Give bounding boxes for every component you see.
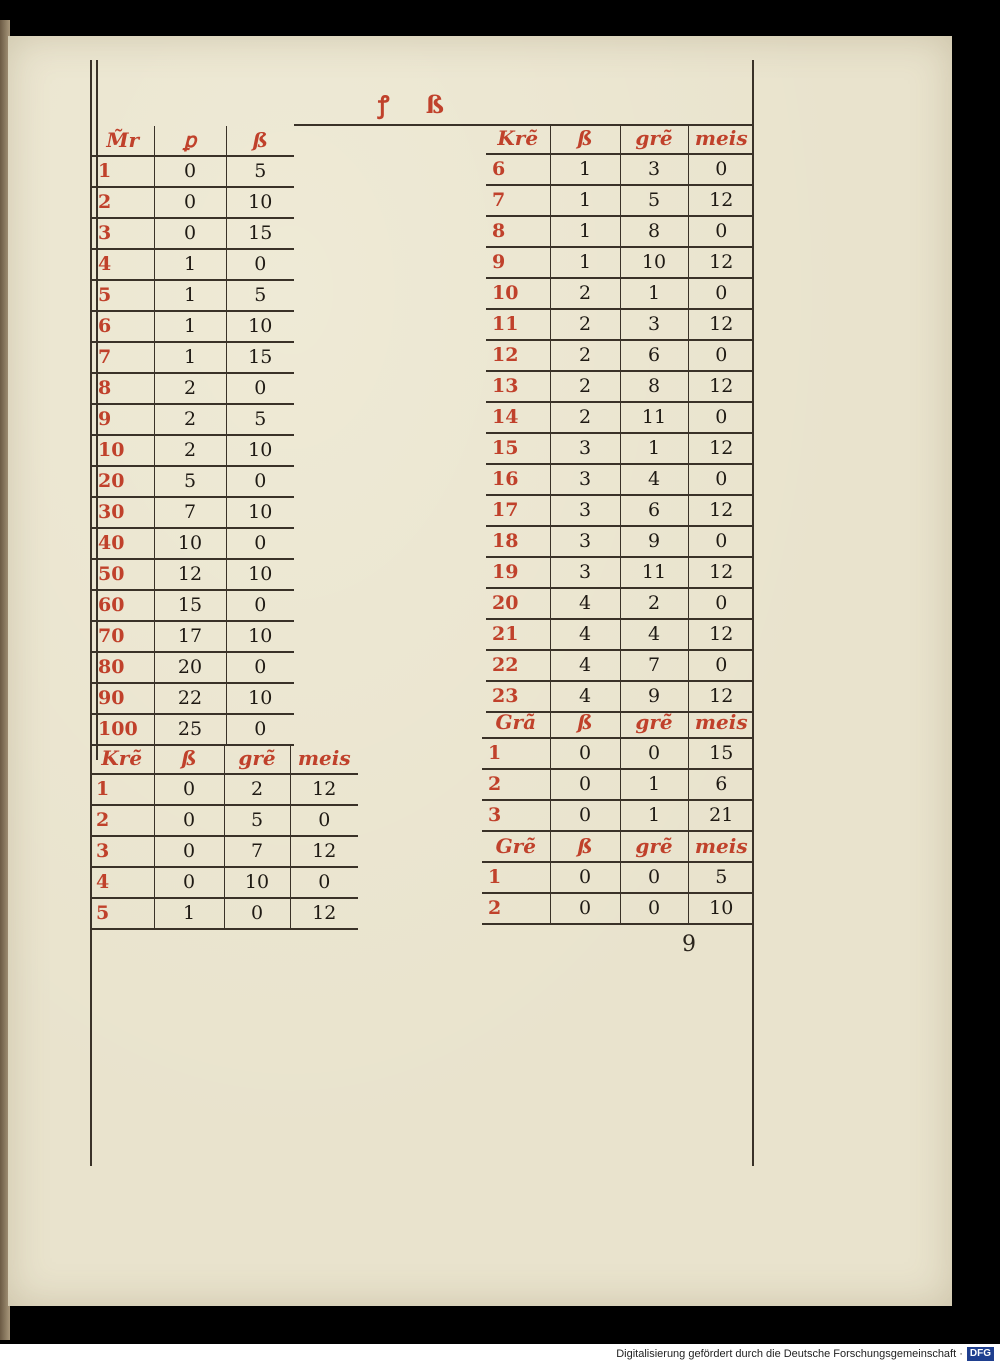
value-cell: 0 bbox=[688, 216, 754, 247]
table-row bbox=[92, 249, 294, 280]
column-header: ꝑ bbox=[154, 126, 226, 156]
table-row bbox=[486, 216, 754, 247]
value-cell: 12 bbox=[154, 559, 226, 590]
column-header: Grã bbox=[482, 708, 550, 738]
value-cell: 3 bbox=[550, 526, 620, 557]
row-label-cell: 8 bbox=[486, 216, 550, 247]
value-cell: 2 bbox=[154, 373, 226, 404]
value-cell: 22 bbox=[154, 683, 226, 714]
value-cell: 15 bbox=[688, 738, 754, 769]
row-label-cell: 50 bbox=[92, 559, 154, 590]
column-header: Krẽ bbox=[486, 124, 550, 154]
table-row bbox=[486, 495, 754, 526]
value-cell: 7 bbox=[224, 836, 290, 867]
value-cell: 0 bbox=[620, 862, 688, 893]
column-header: meis bbox=[688, 832, 754, 862]
value-cell: 12 bbox=[688, 247, 754, 278]
table-row bbox=[486, 309, 754, 340]
row-label-cell: 23 bbox=[486, 681, 550, 712]
header-mark: ꝭ ß bbox=[378, 90, 458, 119]
table-row bbox=[92, 311, 294, 342]
row-label-cell: 70 bbox=[92, 621, 154, 652]
row-label-cell: 1 bbox=[92, 156, 154, 187]
row-label-cell: 16 bbox=[486, 464, 550, 495]
value-cell: 11 bbox=[620, 402, 688, 433]
row-label-cell: 1 bbox=[90, 774, 154, 805]
value-cell: 0 bbox=[688, 464, 754, 495]
value-cell: 5 bbox=[688, 862, 754, 893]
value-cell: 3 bbox=[550, 464, 620, 495]
footer-text: Digitalisierung gefördert durch die Deutsche Forschungsgemeinschaft · bbox=[616, 1348, 963, 1360]
value-cell: 1 bbox=[154, 280, 226, 311]
row-label-cell: 30 bbox=[92, 497, 154, 528]
column-header: M̃r bbox=[92, 126, 154, 156]
table-row bbox=[482, 769, 754, 800]
value-cell: 2 bbox=[550, 402, 620, 433]
value-cell: 3 bbox=[550, 557, 620, 588]
table-row bbox=[90, 867, 358, 898]
value-cell: 7 bbox=[154, 497, 226, 528]
value-cell: 10 bbox=[226, 187, 294, 218]
value-cell: 0 bbox=[688, 526, 754, 557]
row-label-cell: 3 bbox=[90, 836, 154, 867]
table-row bbox=[92, 652, 294, 683]
value-cell: 0 bbox=[550, 893, 620, 924]
value-cell: 10 bbox=[154, 528, 226, 559]
table-header-row bbox=[486, 124, 754, 154]
value-cell: 6 bbox=[688, 769, 754, 800]
table-row bbox=[90, 898, 358, 929]
value-cell: 2 bbox=[154, 404, 226, 435]
value-cell: 4 bbox=[620, 619, 688, 650]
row-label-cell: 9 bbox=[486, 247, 550, 278]
value-cell: 1 bbox=[620, 800, 688, 831]
value-cell: 0 bbox=[688, 278, 754, 309]
value-cell: 0 bbox=[226, 652, 294, 683]
value-cell: 2 bbox=[550, 309, 620, 340]
value-cell: 12 bbox=[688, 185, 754, 216]
table-gren bbox=[482, 832, 754, 925]
value-cell: 0 bbox=[154, 867, 224, 898]
row-label-cell: 4 bbox=[90, 867, 154, 898]
value-cell: 2 bbox=[550, 371, 620, 402]
value-cell: 0 bbox=[550, 769, 620, 800]
value-cell: 5 bbox=[226, 404, 294, 435]
value-cell: 0 bbox=[154, 218, 226, 249]
table-row bbox=[486, 371, 754, 402]
table-row bbox=[92, 621, 294, 652]
value-cell: 5 bbox=[154, 466, 226, 497]
value-cell: 10 bbox=[226, 435, 294, 466]
value-cell: 12 bbox=[290, 774, 358, 805]
value-cell: 0 bbox=[290, 867, 358, 898]
value-cell: 2 bbox=[224, 774, 290, 805]
value-cell: 10 bbox=[226, 497, 294, 528]
row-label-cell: 60 bbox=[92, 590, 154, 621]
column-header: grẽ bbox=[620, 708, 688, 738]
column-header: ß bbox=[550, 832, 620, 862]
table-row bbox=[92, 528, 294, 559]
value-cell: 0 bbox=[154, 187, 226, 218]
table-kreuzer-left bbox=[90, 744, 358, 930]
table-row bbox=[90, 805, 358, 836]
row-label-cell: 19 bbox=[486, 557, 550, 588]
row-label-cell: 4 bbox=[92, 249, 154, 280]
table-row bbox=[486, 247, 754, 278]
row-label-cell: 11 bbox=[486, 309, 550, 340]
value-cell: 8 bbox=[620, 216, 688, 247]
value-cell: 1 bbox=[550, 247, 620, 278]
table-row bbox=[486, 588, 754, 619]
table-row bbox=[92, 497, 294, 528]
table-row bbox=[92, 342, 294, 373]
row-label-cell: 21 bbox=[486, 619, 550, 650]
value-cell: 3 bbox=[620, 154, 688, 185]
column-header: ß bbox=[550, 124, 620, 154]
value-cell: 1 bbox=[620, 769, 688, 800]
table-marks-to-pounds bbox=[92, 126, 294, 746]
table-row bbox=[486, 526, 754, 557]
row-label-cell: 14 bbox=[486, 402, 550, 433]
value-cell: 0 bbox=[550, 738, 620, 769]
value-cell: 1 bbox=[550, 154, 620, 185]
row-label-cell: 9 bbox=[92, 404, 154, 435]
table-row bbox=[486, 433, 754, 464]
value-cell: 4 bbox=[620, 464, 688, 495]
table-row bbox=[482, 738, 754, 769]
value-cell: 2 bbox=[154, 435, 226, 466]
column-header: meis bbox=[688, 124, 754, 154]
value-cell: 3 bbox=[620, 309, 688, 340]
value-cell: 0 bbox=[550, 862, 620, 893]
table-header-row bbox=[90, 744, 358, 774]
value-cell: 5 bbox=[224, 805, 290, 836]
value-cell: 0 bbox=[620, 893, 688, 924]
value-cell: 11 bbox=[620, 557, 688, 588]
table-row bbox=[486, 619, 754, 650]
row-label-cell: 20 bbox=[92, 466, 154, 497]
row-label-cell: 90 bbox=[92, 683, 154, 714]
table-row bbox=[92, 187, 294, 218]
value-cell: 15 bbox=[226, 342, 294, 373]
table-row bbox=[92, 156, 294, 187]
value-cell: 0 bbox=[154, 805, 224, 836]
value-cell: 0 bbox=[226, 590, 294, 621]
column-header: grẽ bbox=[620, 832, 688, 862]
column-header: Grẽ bbox=[482, 832, 550, 862]
value-cell: 6 bbox=[620, 340, 688, 371]
value-cell: 4 bbox=[550, 650, 620, 681]
row-label-cell: 13 bbox=[486, 371, 550, 402]
value-cell: 15 bbox=[226, 218, 294, 249]
value-cell: 1 bbox=[154, 342, 226, 373]
row-label-cell: 5 bbox=[90, 898, 154, 929]
row-label-cell: 2 bbox=[482, 893, 550, 924]
table-row bbox=[486, 650, 754, 681]
value-cell: 12 bbox=[688, 371, 754, 402]
column-header: ß bbox=[550, 708, 620, 738]
value-cell: 7 bbox=[620, 650, 688, 681]
row-label-cell: 5 bbox=[92, 280, 154, 311]
value-cell: 2 bbox=[550, 340, 620, 371]
value-cell: 9 bbox=[620, 526, 688, 557]
value-cell: 10 bbox=[688, 893, 754, 924]
column-header: grẽ bbox=[224, 744, 290, 774]
value-cell: 0 bbox=[688, 340, 754, 371]
row-label-cell: 6 bbox=[486, 154, 550, 185]
value-cell: 6 bbox=[620, 495, 688, 526]
value-cell: 3 bbox=[550, 433, 620, 464]
table-row bbox=[90, 774, 358, 805]
value-cell: 10 bbox=[226, 311, 294, 342]
value-cell: 1 bbox=[550, 185, 620, 216]
table-row bbox=[92, 466, 294, 497]
table-row bbox=[92, 714, 294, 745]
row-label-cell: 10 bbox=[486, 278, 550, 309]
value-cell: 15 bbox=[154, 590, 226, 621]
row-label-cell: 1 bbox=[482, 738, 550, 769]
row-label-cell: 1 bbox=[482, 862, 550, 893]
table-row bbox=[92, 280, 294, 311]
table-row bbox=[486, 340, 754, 371]
value-cell: 10 bbox=[226, 559, 294, 590]
table-row bbox=[486, 557, 754, 588]
value-cell: 0 bbox=[688, 154, 754, 185]
value-cell: 12 bbox=[688, 557, 754, 588]
value-cell: 1 bbox=[154, 898, 224, 929]
row-label-cell: 2 bbox=[482, 769, 550, 800]
table-row bbox=[92, 218, 294, 249]
value-cell: 12 bbox=[688, 681, 754, 712]
value-cell: 0 bbox=[154, 774, 224, 805]
table-header-row bbox=[482, 708, 754, 738]
column-header: Krẽ bbox=[90, 744, 154, 774]
column-header: meis bbox=[290, 744, 358, 774]
row-label-cell: 7 bbox=[92, 342, 154, 373]
row-label-cell: 2 bbox=[90, 805, 154, 836]
value-cell: 10 bbox=[620, 247, 688, 278]
value-cell: 10 bbox=[226, 621, 294, 652]
value-cell: 0 bbox=[226, 466, 294, 497]
row-label-cell: 17 bbox=[486, 495, 550, 526]
row-label-cell: 20 bbox=[486, 588, 550, 619]
table-kreuzer-right bbox=[486, 124, 754, 713]
row-label-cell: 100 bbox=[92, 714, 154, 745]
value-cell: 0 bbox=[550, 800, 620, 831]
value-cell: 0 bbox=[154, 156, 226, 187]
value-cell: 12 bbox=[688, 433, 754, 464]
value-cell: 5 bbox=[620, 185, 688, 216]
table-row bbox=[92, 590, 294, 621]
value-cell: 8 bbox=[620, 371, 688, 402]
row-label-cell: 3 bbox=[482, 800, 550, 831]
row-label-cell: 12 bbox=[486, 340, 550, 371]
value-cell: 5 bbox=[226, 280, 294, 311]
value-cell: 12 bbox=[290, 898, 358, 929]
table-gran bbox=[482, 708, 754, 832]
table-row bbox=[486, 185, 754, 216]
row-label-cell: 40 bbox=[92, 528, 154, 559]
value-cell: 0 bbox=[226, 714, 294, 745]
value-cell: 3 bbox=[550, 495, 620, 526]
row-label-cell: 18 bbox=[486, 526, 550, 557]
value-cell: 12 bbox=[290, 836, 358, 867]
row-label-cell: 7 bbox=[486, 185, 550, 216]
table-row bbox=[486, 402, 754, 433]
value-cell: 10 bbox=[224, 867, 290, 898]
page-number: 9 bbox=[682, 932, 696, 957]
row-label-cell: 3 bbox=[92, 218, 154, 249]
value-cell: 0 bbox=[290, 805, 358, 836]
value-cell: 1 bbox=[154, 249, 226, 280]
value-cell: 4 bbox=[550, 681, 620, 712]
row-label-cell: 10 bbox=[92, 435, 154, 466]
value-cell: 12 bbox=[688, 309, 754, 340]
column-header: meis bbox=[688, 708, 754, 738]
value-cell: 1 bbox=[620, 278, 688, 309]
table-header-row bbox=[92, 126, 294, 156]
row-label-cell: 22 bbox=[486, 650, 550, 681]
column-header: ß bbox=[154, 744, 224, 774]
value-cell: 20 bbox=[154, 652, 226, 683]
value-cell: 0 bbox=[226, 373, 294, 404]
value-cell: 0 bbox=[688, 650, 754, 681]
book-page bbox=[8, 36, 952, 1306]
table-row bbox=[92, 373, 294, 404]
value-cell: 0 bbox=[226, 249, 294, 280]
row-label-cell: 8 bbox=[92, 373, 154, 404]
value-cell: 5 bbox=[226, 156, 294, 187]
value-cell: 12 bbox=[688, 619, 754, 650]
table-row bbox=[482, 862, 754, 893]
value-cell: 0 bbox=[224, 898, 290, 929]
row-label-cell: 2 bbox=[92, 187, 154, 218]
table-header-row bbox=[482, 832, 754, 862]
value-cell: 1 bbox=[154, 311, 226, 342]
value-cell: 2 bbox=[550, 278, 620, 309]
value-cell: 0 bbox=[688, 588, 754, 619]
table-row bbox=[90, 836, 358, 867]
value-cell: 0 bbox=[226, 528, 294, 559]
table-row bbox=[486, 278, 754, 309]
table-row bbox=[482, 893, 754, 924]
value-cell: 0 bbox=[154, 836, 224, 867]
table-row bbox=[92, 683, 294, 714]
table-row bbox=[92, 404, 294, 435]
value-cell: 1 bbox=[620, 433, 688, 464]
value-cell: 4 bbox=[550, 619, 620, 650]
value-cell: 21 bbox=[688, 800, 754, 831]
footer-bar bbox=[0, 1344, 1000, 1364]
row-label-cell: 6 bbox=[92, 311, 154, 342]
table-row bbox=[482, 800, 754, 831]
value-cell: 1 bbox=[550, 216, 620, 247]
table-row bbox=[92, 435, 294, 466]
column-header: grẽ bbox=[620, 124, 688, 154]
value-cell: 12 bbox=[688, 495, 754, 526]
table-row bbox=[92, 559, 294, 590]
value-cell: 0 bbox=[620, 738, 688, 769]
value-cell: 0 bbox=[688, 402, 754, 433]
value-cell: 4 bbox=[550, 588, 620, 619]
value-cell: 2 bbox=[620, 588, 688, 619]
column-header: ß bbox=[226, 126, 294, 156]
row-label-cell: 80 bbox=[92, 652, 154, 683]
value-cell: 25 bbox=[154, 714, 226, 745]
value-cell: 17 bbox=[154, 621, 226, 652]
table-row bbox=[486, 154, 754, 185]
value-cell: 10 bbox=[226, 683, 294, 714]
table-row bbox=[486, 464, 754, 495]
row-label-cell: 15 bbox=[486, 433, 550, 464]
dfg-logo: DFG bbox=[967, 1347, 994, 1361]
value-cell: 9 bbox=[620, 681, 688, 712]
